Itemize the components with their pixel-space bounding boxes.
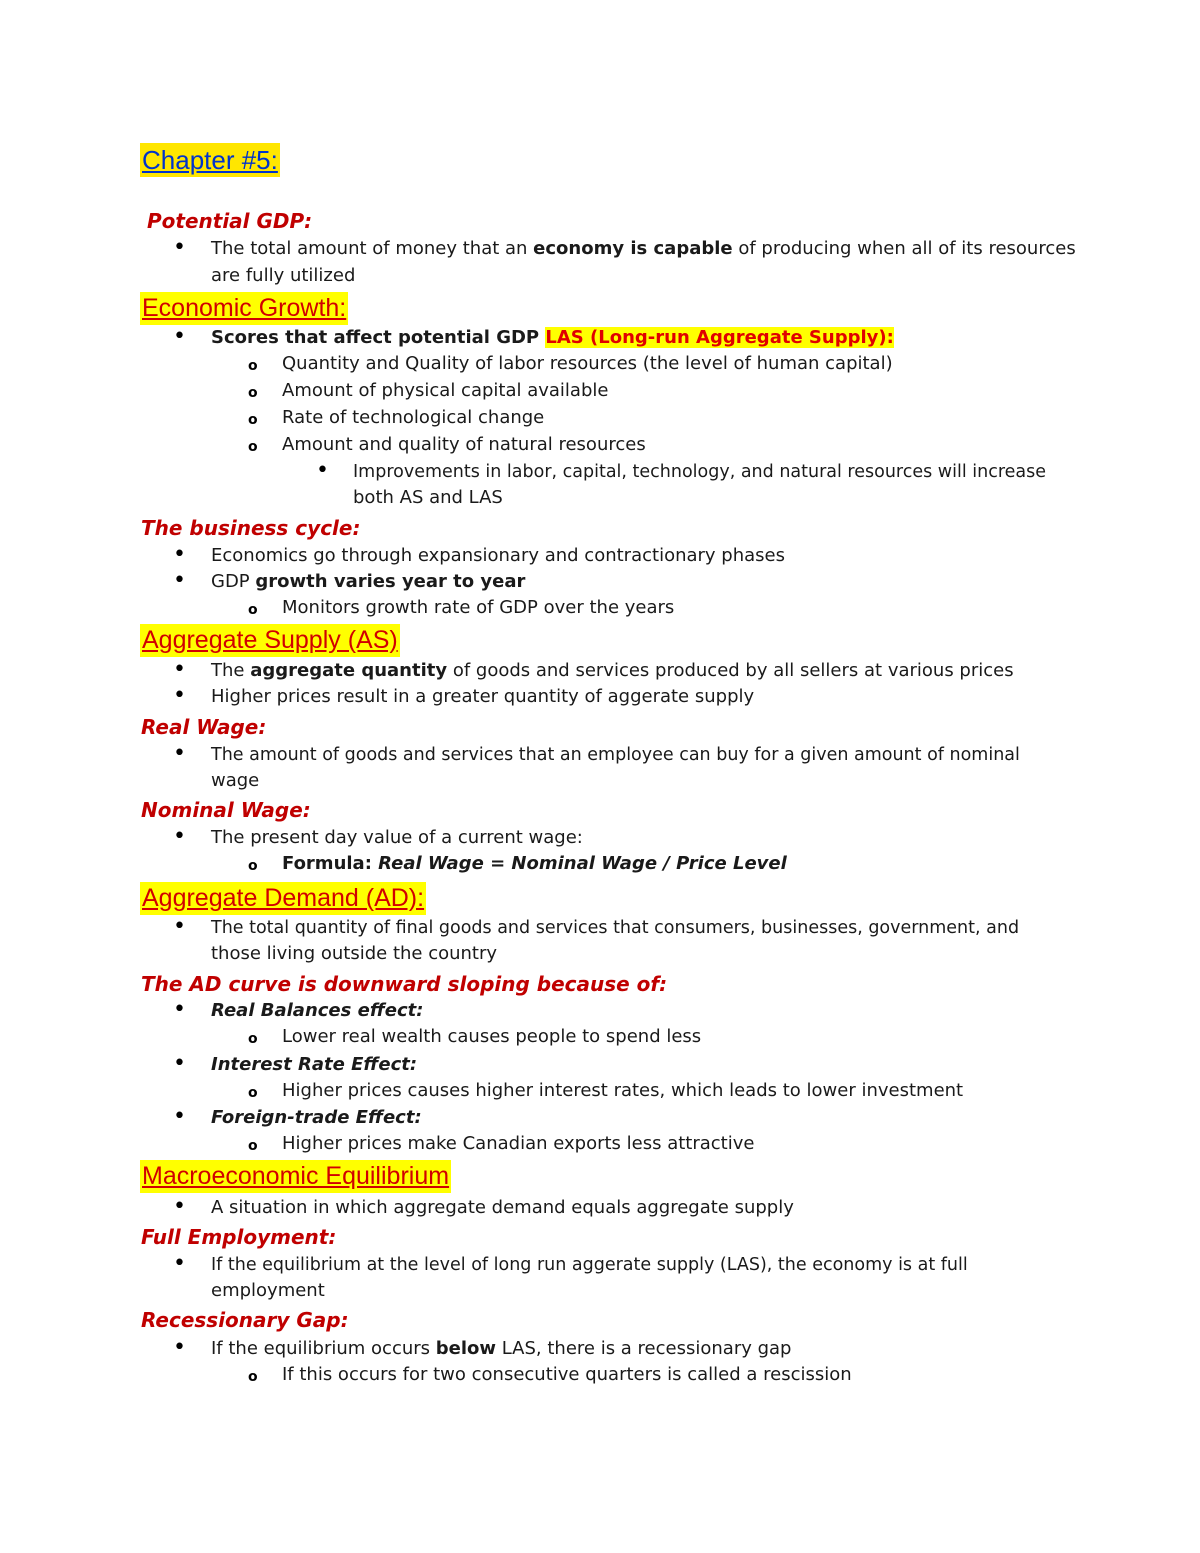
real-wage-bullet-1-cont: wage [211,770,260,791]
text-segment: The [211,660,251,681]
circle-bullet-icon [248,1079,258,1106]
bullet-icon [173,657,186,684]
circle-bullet-icon [248,596,258,623]
nominal-wage-heading: Nominal Wage: [141,798,311,822]
ad-curve-bullet-2: Interest Rate Effect: [211,1054,418,1075]
bullet-icon [173,1335,186,1362]
ad-curve-heading: The AD curve is downward sloping because of: [141,972,668,996]
bullet-icon [173,914,186,941]
recessionary-gap-bullet-1 [211,1336,791,1362]
bullet-icon [173,235,186,262]
formula-text: Real Wage = Nominal Wage / Price Level [378,853,787,874]
bullet-icon [173,741,186,768]
aggregate-demand-bullet-1: The total quantity of final goods and services that consumers, businesses, government, and [211,918,1020,938]
bold-text: aggregate quantity [250,660,448,681]
text-segment: of goods and services produced by all sellers at various prices [447,660,1014,681]
economic-growth-sub-4: Amount and quality of natural resources [282,434,646,455]
business-cycle-bullet-2 [211,569,525,595]
text-segment: GDP [211,571,256,592]
economic-growth-sub-3: Rate of technological change [282,407,545,428]
circle-bullet-icon [248,852,258,879]
ad-curve-bullet-1: Real Balances effect: [211,1000,424,1021]
bullet-icon [173,1194,186,1221]
aggregate-demand-heading: Aggregate Demand (AD): [140,882,426,915]
potential-gdp-heading: Potential GDP: [147,209,313,233]
aggregate-supply-bullet-2: Higher prices result in a greater quantity of aggerate supply [211,686,755,707]
economic-growth-sub-1: Quantity and Quality of labor resources (the level of human capital) [282,353,893,374]
aggregate-supply-bullet-1 [211,658,1014,684]
full-employment-bullet-1-cont: employment [211,1280,325,1301]
real-wage-heading: Real Wage: [141,715,267,739]
text-segment: LAS, there is a recessionary gap [496,1338,792,1359]
economic-growth-bullet-1 [211,325,894,351]
ad-curve-sub-3: Higher prices make Canadian exports less attractive [282,1133,755,1154]
full-employment-bullet-1: If the equilibrium at the level of long run aggerate supply (LAS), the economy is at full [211,1255,968,1275]
potential-gdp-bullet-1-cont: are fully utilized [211,265,356,286]
bold-text: Formula: [282,853,379,874]
chapter-heading: Chapter #5: [142,145,278,175]
bullet-icon [173,824,186,851]
bullet-icon [173,542,186,569]
recessionary-gap-sub-1: If this occurs for two consecutive quarters is called a rescission [282,1364,852,1385]
circle-bullet-icon [248,379,258,406]
aggregate-demand-bullet-1-cont: those living outside the country [211,943,498,964]
circle-bullet-icon [248,1363,258,1390]
bold-text: Scores that affect potential GDP [211,327,546,348]
nominal-wage-sub-1 [282,851,787,877]
ad-curve-sub-1: Lower real wealth causes people to spend less [282,1026,702,1047]
text-segment: If the equilibrium occurs [211,1338,436,1359]
text-segment: The total amount of money that an [211,238,534,259]
macro-equilibrium-heading: Macroeconomic Equilibrium [140,1160,451,1193]
recessionary-gap-heading: Recessionary Gap: [141,1308,349,1332]
economic-growth-sub-2: Amount of physical capital available [282,380,609,401]
bullet-icon [173,997,186,1024]
nominal-wage-bullet-1: The present day value of a current wage: [211,827,583,848]
economic-growth-subsub-1: Improvements in labor, capital, technology, and natural resources will increase [353,462,1047,482]
bullet-icon [173,568,186,595]
business-cycle-heading: The business cycle: [141,516,361,540]
circle-bullet-icon [248,406,258,433]
ad-curve-sub-2: Higher prices causes higher interest rates, which leads to lower investment [282,1080,964,1101]
business-cycle-bullet-1: Economics go through expansionary and contractionary phases [211,545,785,566]
bullet-icon [173,1251,186,1278]
text-segment: of producing when all of its resources [732,238,1076,259]
circle-bullet-icon [248,433,258,460]
potential-gdp-bullet-1 [211,236,1076,262]
macro-equilibrium-bullet-1: A situation in which aggregate demand equals aggregate supply [211,1197,794,1218]
bullet-icon [173,683,186,710]
bold-text: below [435,1338,497,1359]
bold-text: economy is capable [533,238,733,259]
economic-growth-heading: Economic Growth: [140,292,348,325]
full-employment-heading: Full Employment: [141,1225,337,1249]
bullet-icon [173,1051,186,1078]
bold-text: growth varies year to year [255,571,526,592]
business-cycle-sub-1: Monitors growth rate of GDP over the years [282,597,675,618]
bullet-icon [173,324,186,351]
real-wage-bullet-1: The amount of goods and services that an employee can buy for a given amount of nominal [211,745,1020,765]
aggregate-supply-heading: Aggregate Supply (AS) [140,624,400,657]
circle-bullet-icon [248,1025,258,1052]
ad-curve-bullet-3: Foreign-trade Effect: [211,1107,422,1128]
circle-bullet-icon [248,1132,258,1159]
bullet-icon [173,1104,186,1131]
circle-bullet-icon [248,352,258,379]
bullet-icon [316,458,329,485]
las-highlight: LAS (Long-run Aggregate Supply): [545,327,894,348]
economic-growth-subsub-1-cont: both AS and LAS [353,487,503,508]
